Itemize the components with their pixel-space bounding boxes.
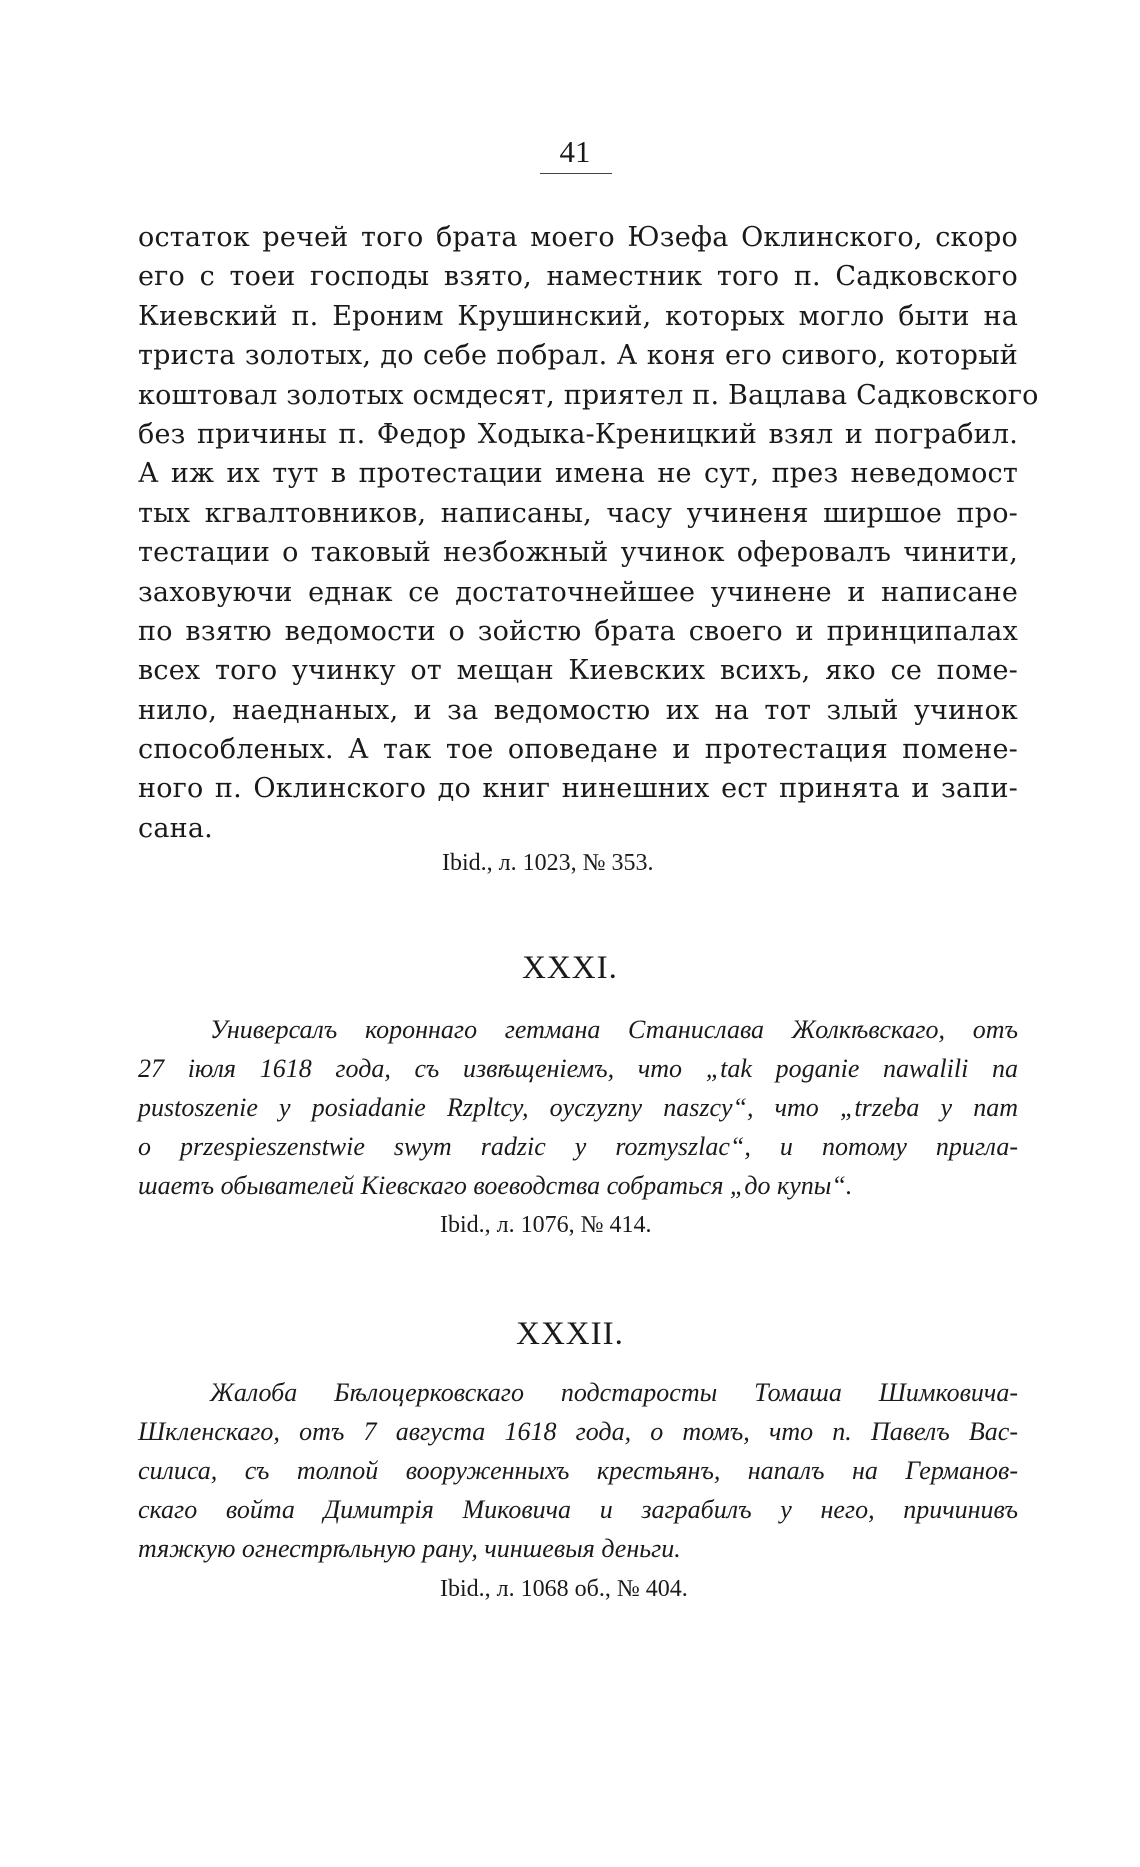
body-reference: Ibid., л. 1023, № 353. (442, 850, 654, 876)
body-line: нило, наеднаных, и за ведомостю их на тот злый учинок (138, 694, 1018, 726)
body-line: способленых. А так тое оповедане и протестация помене- (138, 734, 1018, 766)
summary-line: o przespieszenstwie swym radzic y rozmyszlac“, и потому пригла- (138, 1132, 1018, 1161)
body-line: Киевский п. Ероним Крушинский, которых могло быти на (138, 300, 1018, 332)
body-line: сана. (138, 812, 213, 844)
body-line: тых кгвалтовников, написаны, часу учиненя ширшое про- (138, 497, 1018, 529)
body-line: ного п. Оклинского до книг нинешних ест принята и запи- (138, 773, 1018, 805)
section-summary-xxxi (138, 1010, 1018, 1205)
summary-line: 27 іюля 1618 года, съ извѣщеніемъ, что „tak poganie nawalili na (138, 1054, 1018, 1083)
body-line: А иж их тут в протестации имена не сут, през неведомост (138, 458, 1018, 490)
body-line: триста золотых, до себе побрал. А коня его сивого, который (138, 340, 1018, 372)
section-reference-xxxi: Ibid., л. 1076, № 414. (440, 1212, 652, 1238)
section-heading-xxxi: XXXI. (522, 950, 618, 986)
summary-line: Шкленскаго, отъ 7 августа 1618 года, о томъ, что п. Павелъ Вас- (138, 1417, 1018, 1446)
summary-line: скаго войта Димитрія Миковича и заграбилъ у него, причинивъ (138, 1495, 1018, 1524)
summary-line: шаетъ обывателей Кіевскаго воеводства собраться „до купы“. (138, 1171, 853, 1200)
body-line: без причины п. Федор Ходыка-Креницкий взял и пограбил. (138, 418, 1018, 450)
section-heading-xxxii: XXXII. (516, 1316, 624, 1352)
summary-line: Жалоба Бѣлоцерковскаго подстаросты Томаша Шимковича- (210, 1378, 1018, 1407)
section-summary-xxxii (138, 1373, 1018, 1568)
summary-line: Универсалъ короннаго гетмана Станислава Жолкѣвскаго, отъ (210, 1015, 1018, 1044)
body-line: коштовал золотых осмдесят, приятел п. Вацлава Садковского (138, 379, 1039, 411)
summary-line: тяжкую огнестрѣльную рану, чиншевыя деньги. (138, 1534, 681, 1563)
page-number-rule (540, 173, 612, 174)
body-line: его с тоеи господы взято, наместник того п. Садковского (138, 261, 1018, 293)
summary-line: pustoszenie y posiadanie Rzpltcy, oyczyzny naszcy“, что „trzeba y nam (138, 1093, 1018, 1122)
page-number: 41 (559, 134, 591, 169)
body-line: остаток речей того брата моего Юзефа Оклинского, скоро (138, 222, 1018, 253)
section-reference-xxxii: Ibid., л. 1068 об., № 404. (440, 1576, 688, 1602)
body-line: всех того учинку от мещан Киевских всихъ, яко се поме- (138, 655, 1018, 687)
body-line: тестации о таковый незбожный учинок оферовалъ чинити, (138, 537, 1018, 569)
document-body (138, 218, 1039, 848)
body-line: по взятю ведомости о зойстю брата своего и принципалах (138, 615, 1018, 647)
body-line: заховуючи еднак се достаточнейшее учинене и написане (138, 576, 1018, 608)
summary-line: силиса, съ толпой вооруженныхъ крестьянъ, напалъ на Германов- (138, 1456, 1018, 1485)
